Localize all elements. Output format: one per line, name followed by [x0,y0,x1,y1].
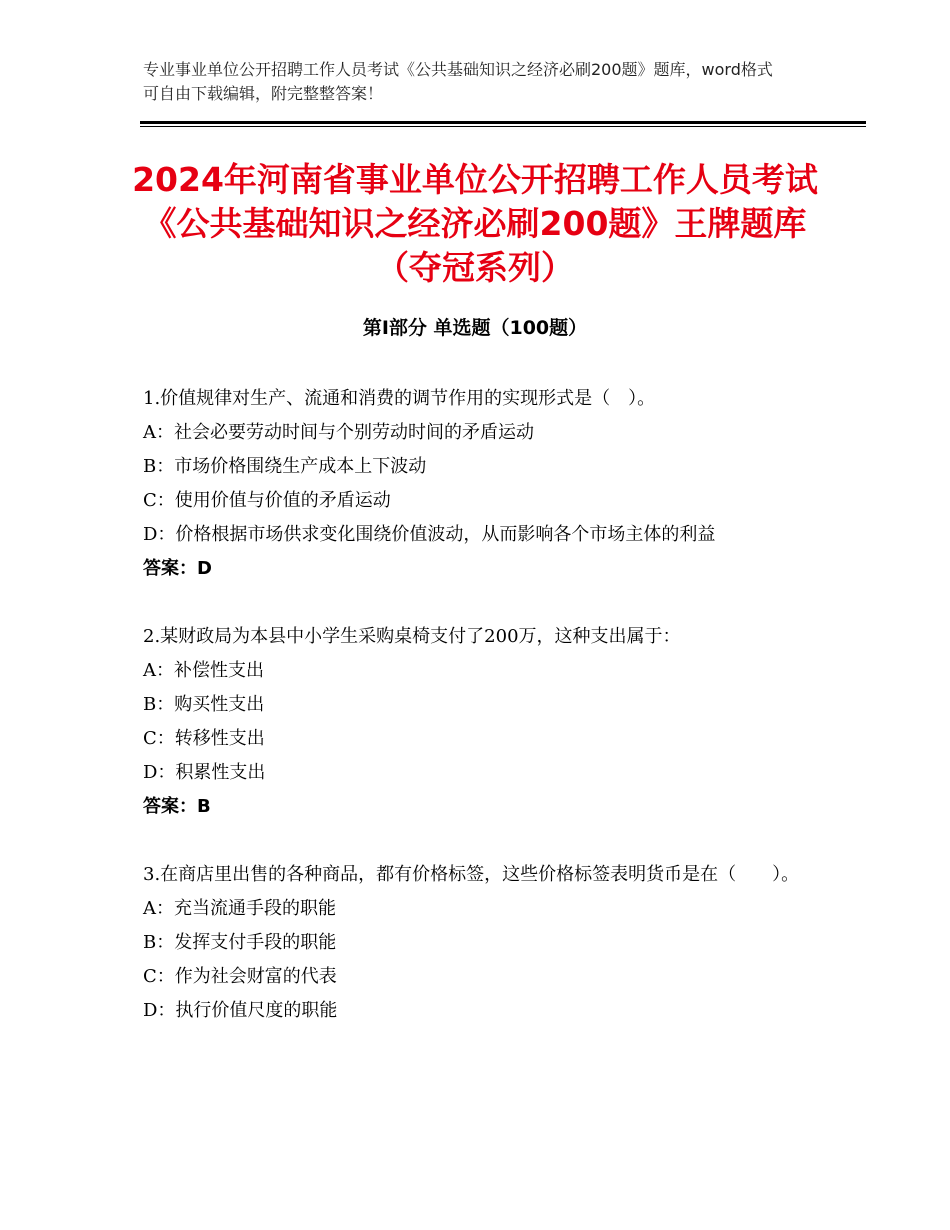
option-a: A：充当流通手段的职能 [143,898,336,919]
option-d: D：执行价值尺度的职能 [143,1000,338,1021]
option-d: D：价格根据市场供求变化围绕价值波动，从而影响各个市场主体的利益 [143,524,716,545]
option-c: C：使用价值与价值的矛盾运动 [143,490,391,511]
option-a: A：补偿性支出 [143,660,264,681]
header-rule-thin [140,126,866,127]
document-title: 2024年河南省事业单位公开招聘工作人员考试《公共基础知识之经济必刷200题》王牌题库（夺冠系列） [132,160,818,287]
question-list [143,382,813,1062]
option-c: C：作为社会财富的代表 [143,966,337,987]
question-stem: 1.价值规律对生产、流通和消费的调节作用的实现形式是（ ）。 [143,388,656,409]
header-rule-thick [140,121,866,124]
question-item [143,620,813,824]
answer: 答案：B [143,796,211,817]
option-b: B：发挥支付手段的职能 [143,932,337,953]
option-c: C：转移性支出 [143,728,265,749]
option-d: D：积累性支出 [143,762,266,783]
option-a: A：社会必要劳动时间与个别劳动时间的矛盾运动 [143,422,534,443]
answer: 答案：D [143,558,212,579]
question-item [143,382,813,586]
header-note: 专业事业单位公开招聘工作人员考试《公共基础知识之经济必刷200题》题库，word格式可自由下载编辑，附完整整答案！ [143,60,773,103]
option-b: B：购买性支出 [143,694,265,715]
question-item [143,858,813,1028]
section-heading: 第I部分 单选题（100题） [362,317,588,339]
option-b: B：市场价格围绕生产成本上下波动 [143,456,427,477]
question-stem: 3.在商店里出售的各种商品，都有价格标签，这些价格标签表明货币是在（ ）。 [143,864,800,885]
question-stem: 2.某财政局为本县中小学生采购桌椅支付了200万，这种支出属于： [143,626,681,647]
